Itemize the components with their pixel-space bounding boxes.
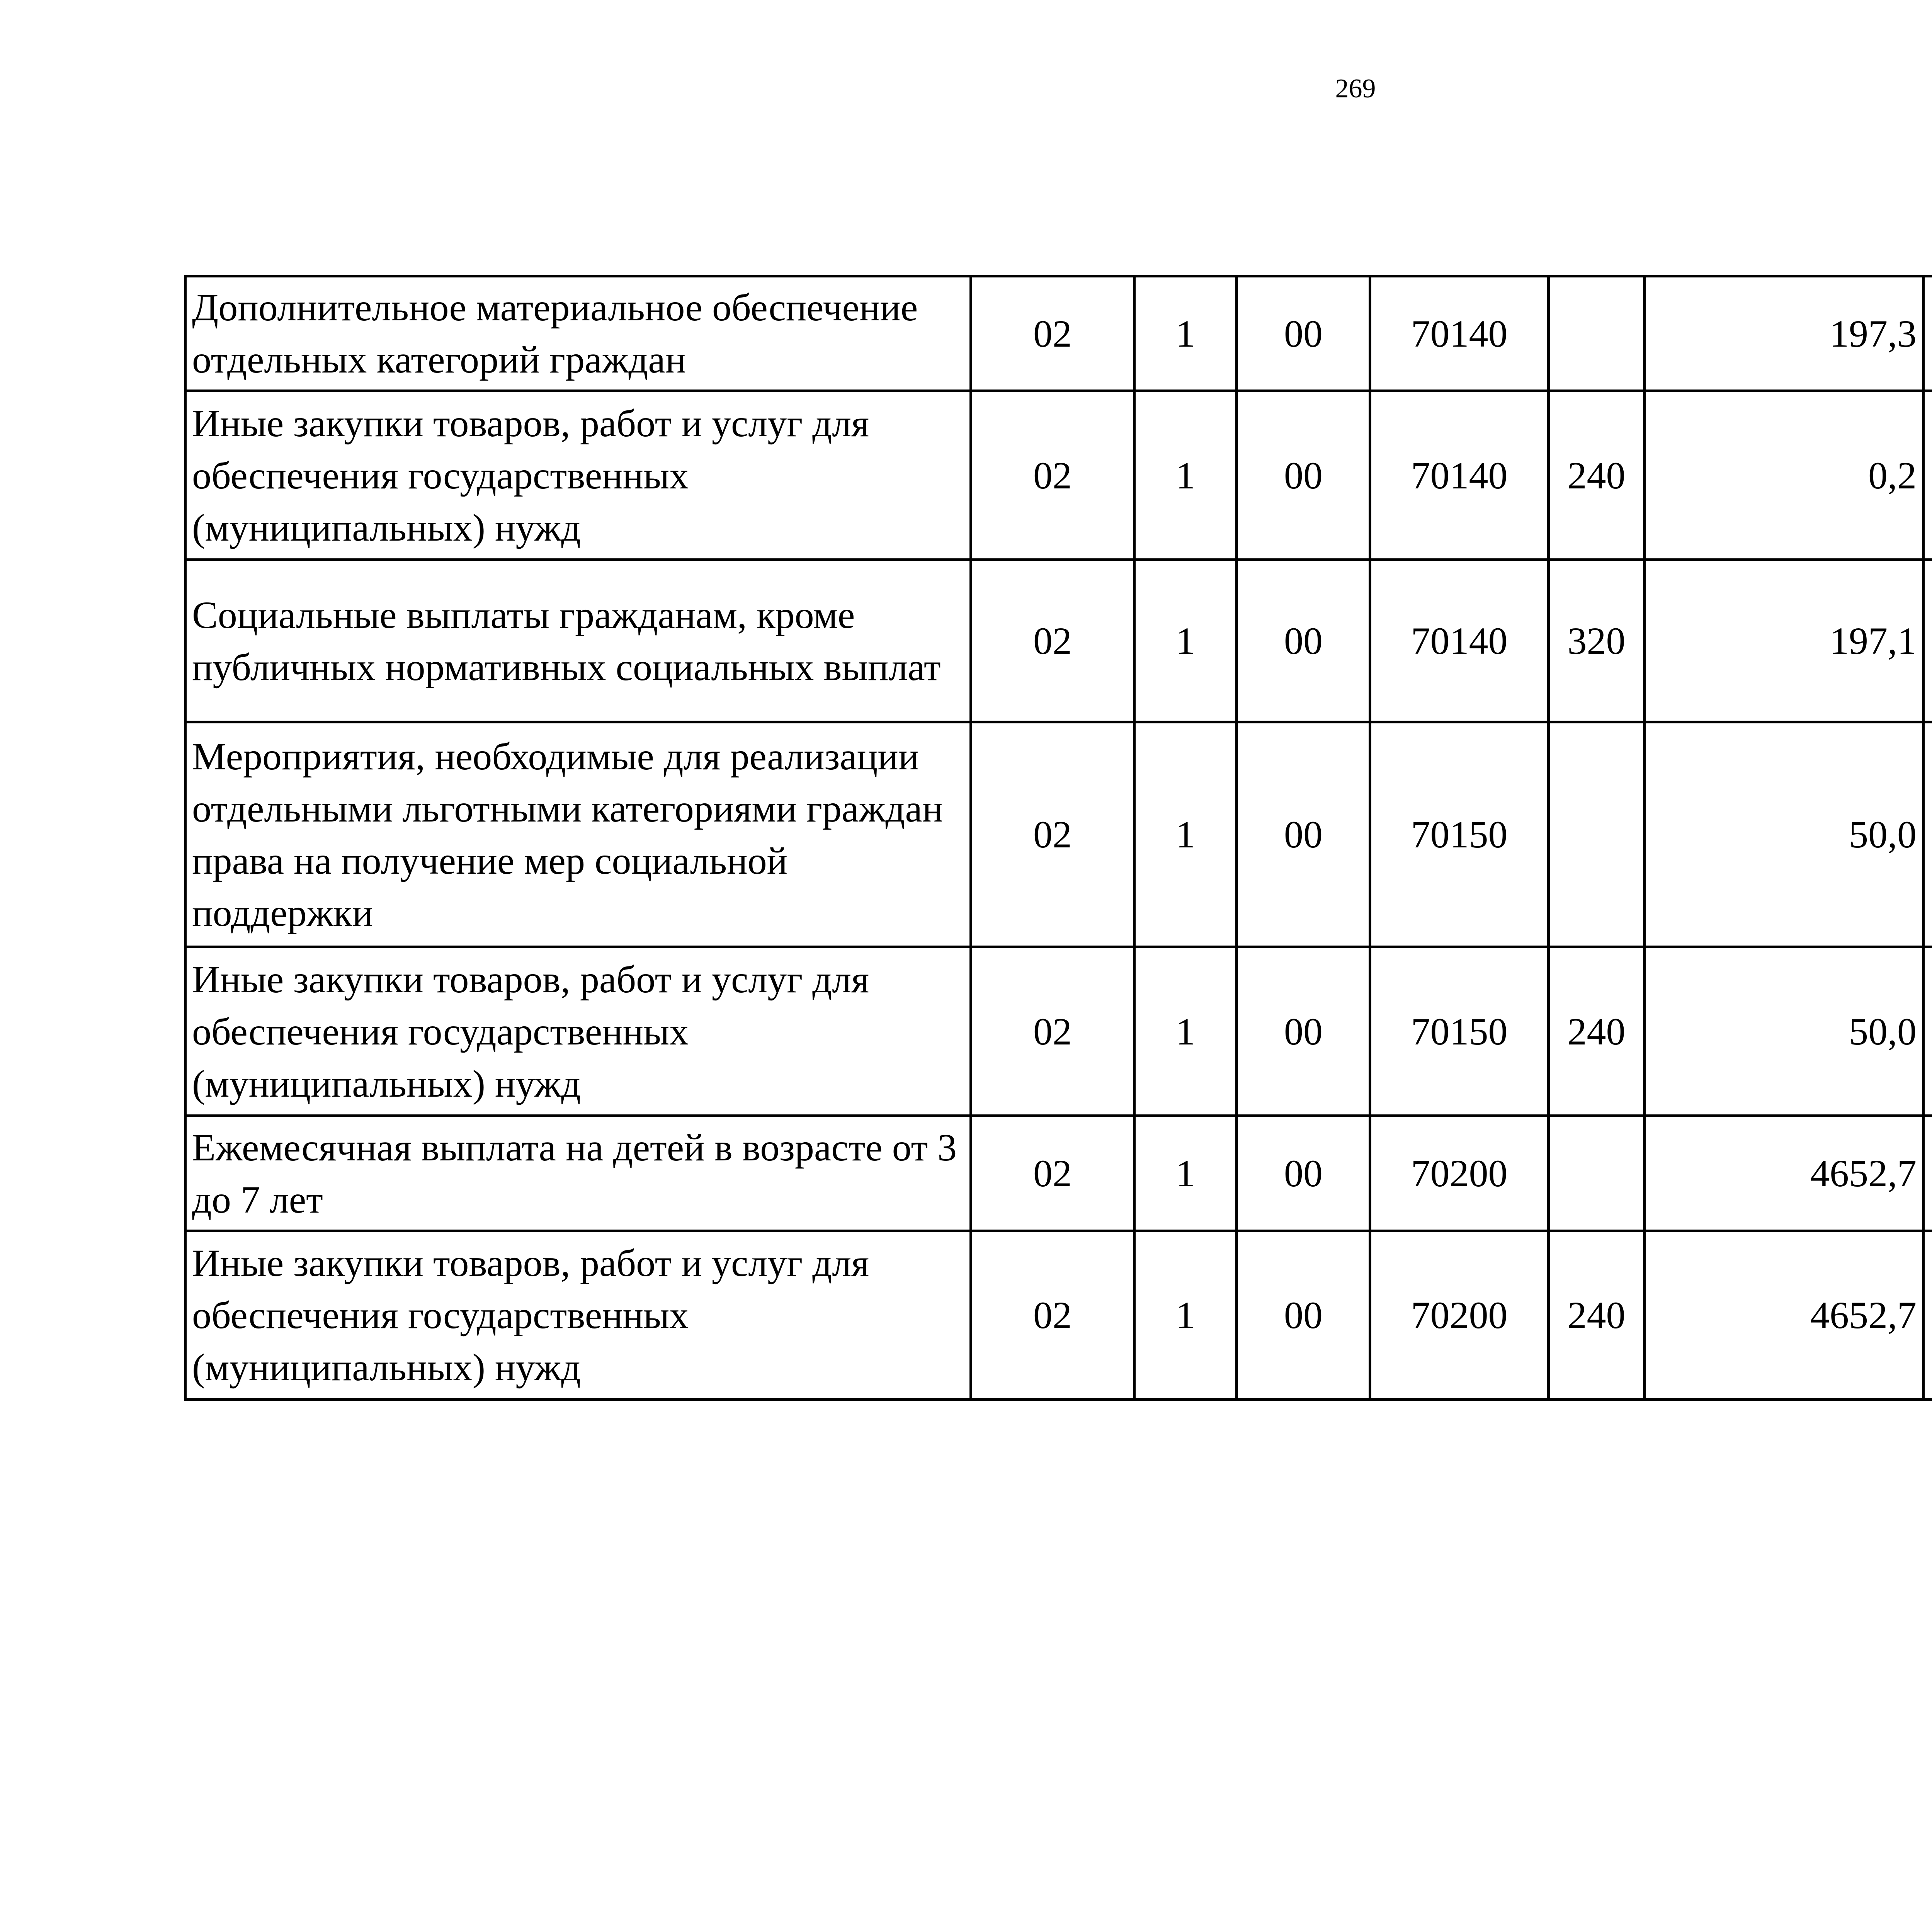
- target-code: 70200: [1370, 1116, 1549, 1231]
- amount-col-1: 50,0: [1645, 722, 1923, 947]
- subprogram-code: 00: [1237, 391, 1370, 560]
- program-code: 1: [1134, 391, 1237, 560]
- program-code: 1: [1134, 1116, 1237, 1231]
- amount-col-2: [1923, 947, 1932, 1116]
- subprogram-code: 00: [1237, 947, 1370, 1116]
- expense-type-code: [1549, 722, 1645, 947]
- program-code: 1: [1134, 276, 1237, 391]
- amount-col-2: [1923, 722, 1932, 947]
- amount-col-1: 50,0: [1645, 947, 1923, 1116]
- amount-col-1: 197,1: [1645, 560, 1923, 722]
- target-code: 70150: [1370, 947, 1549, 1116]
- table-row: [185, 276, 1932, 391]
- section-code: 02: [971, 560, 1134, 722]
- budget-table: [184, 275, 1932, 1401]
- amount-col-1: 4652,7: [1645, 1116, 1923, 1231]
- target-code: 70200: [1370, 1231, 1549, 1400]
- program-code: 1: [1134, 1231, 1237, 1400]
- subprogram-code: 00: [1237, 276, 1370, 391]
- section-code: 02: [971, 1116, 1134, 1231]
- section-code: 02: [971, 391, 1134, 560]
- table-row: [185, 722, 1932, 947]
- section-code: 02: [971, 722, 1134, 947]
- amount-col-2: [1923, 1231, 1932, 1400]
- target-code: 70140: [1370, 560, 1549, 722]
- amount-col-2: [1923, 276, 1932, 391]
- target-code: 70140: [1370, 391, 1549, 560]
- table-row: [185, 391, 1932, 560]
- subprogram-code: 00: [1237, 1116, 1370, 1231]
- amount-col-2: [1923, 1116, 1932, 1231]
- section-code: 02: [971, 947, 1134, 1116]
- expense-type-code: 240: [1549, 1231, 1645, 1400]
- subprogram-code: 00: [1237, 722, 1370, 947]
- row-name: Ежемесячная выплата на детей в возрасте от 3 до 7 лет: [185, 1116, 971, 1231]
- target-code: 70140: [1370, 276, 1549, 391]
- section-code: 02: [971, 1231, 1134, 1400]
- program-code: 1: [1134, 722, 1237, 947]
- table-row: [185, 1231, 1932, 1400]
- amount-col-1: 197,3: [1645, 276, 1923, 391]
- expense-type-code: 320: [1549, 560, 1645, 722]
- amount-col-2: [1923, 560, 1932, 722]
- program-code: 1: [1134, 947, 1237, 1116]
- section-code: 02: [971, 276, 1134, 391]
- row-name: Иные закупки товаров, работ и услуг для обеспечения государственных (муниципальных) нужд: [185, 391, 971, 560]
- expense-type-code: 240: [1549, 947, 1645, 1116]
- amount-col-1: 0,2: [1645, 391, 1923, 560]
- row-name: Мероприятия, необходимые для реализации отдельными льготными категориями граждан права на получение мер социальной поддержки: [185, 722, 971, 947]
- program-code: 1: [1134, 560, 1237, 722]
- expense-type-code: [1549, 1116, 1645, 1231]
- table-row: [185, 947, 1932, 1116]
- row-name: Социальные выплаты гражданам, кроме публичных нормативных социальных выплат: [185, 560, 971, 722]
- subprogram-code: 00: [1237, 560, 1370, 722]
- subprogram-code: 00: [1237, 1231, 1370, 1400]
- row-name: Иные закупки товаров, работ и услуг для обеспечения государственных (муниципальных) нужд: [185, 1231, 971, 1400]
- expense-type-code: 240: [1549, 391, 1645, 560]
- target-code: 70150: [1370, 722, 1549, 947]
- row-name: Дополнительное материальное обеспечение отдельных категорий граждан: [185, 276, 971, 391]
- table-row: [185, 1116, 1932, 1231]
- amount-col-1: 4652,7: [1645, 1231, 1923, 1400]
- expense-type-code: [1549, 276, 1645, 391]
- row-name: Иные закупки товаров, работ и услуг для обеспечения государственных (муниципальных) нужд: [185, 947, 971, 1116]
- page-number: 269: [1335, 74, 1376, 104]
- amount-col-2: [1923, 391, 1932, 560]
- table-row: [185, 560, 1932, 722]
